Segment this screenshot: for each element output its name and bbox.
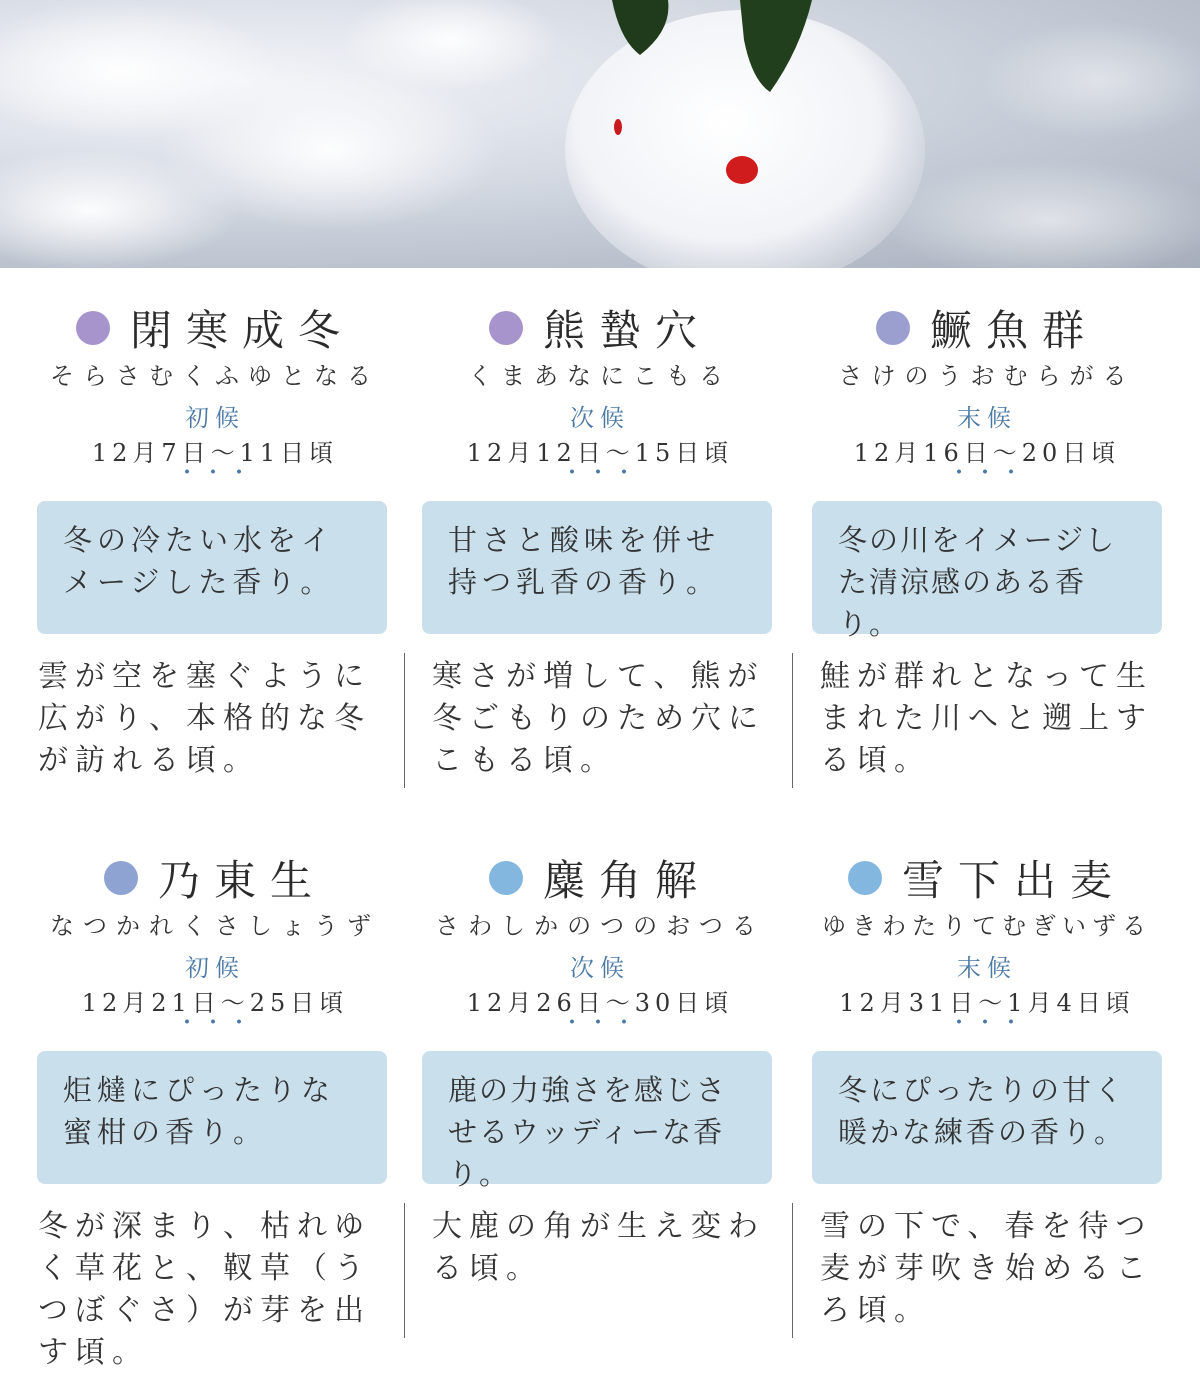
season-description: 鮭が群れとなって生まれた川へと遡上する頃。: [820, 659, 1153, 778]
column-divider: [404, 653, 405, 788]
date-range: 12月21日〜25日頃: [81, 989, 349, 1017]
circle-icon: [876, 311, 910, 345]
season-title: 雪下出麦: [901, 856, 1126, 905]
scent-text: 冬にぴったりの甘く暖かな練香の香り。: [838, 1073, 1127, 1149]
title-row: [792, 298, 1182, 358]
snow-rabbit-illustration: [0, 0, 1200, 268]
title-reading: ゆきわたりてむぎいずる: [822, 912, 1152, 940]
season-title: 閉寒成冬: [129, 306, 354, 355]
title-reading: そらさむくふゆとなる: [50, 362, 380, 390]
title-row: [20, 848, 410, 908]
dots-divider: ・・・: [175, 1011, 254, 1036]
scent-box: [422, 501, 772, 634]
scent-text: 甘さと酸味を併せ持つ乳香の香り。: [448, 523, 721, 599]
season-description: 大鹿の角が生え変わる頃。: [432, 1209, 765, 1286]
season-label: 末候: [957, 404, 1017, 432]
circle-icon: [489, 311, 523, 345]
column-divider: [792, 1203, 793, 1338]
season-description: 雪の下で、春を待つ麦が芽吹き始めるころ頃。: [820, 1209, 1153, 1328]
title-row: [20, 298, 410, 358]
season-title: 鱖魚群: [929, 306, 1098, 355]
scent-box: [37, 1051, 387, 1184]
scent-box: [422, 1051, 772, 1191]
title-reading: くまあなにこもる: [468, 362, 732, 390]
date-range: 12月31日〜1月4日頃: [839, 989, 1135, 1017]
column-divider: [792, 653, 793, 788]
season-title: 熊蟄穴: [542, 306, 711, 355]
season-label: 初候: [185, 404, 245, 432]
dots-divider: ・・・: [560, 1011, 639, 1036]
circle-icon: [76, 311, 110, 345]
circle-icon: [104, 861, 138, 895]
date-range: 12月26日〜30日頃: [466, 989, 734, 1017]
title-reading: なつかれくさしょうず: [50, 912, 380, 940]
scent-text: 炬燵にぴったりな蜜柑の香り。: [63, 1073, 336, 1149]
season-title: 乃東生: [157, 856, 326, 905]
season-description: 雲が空を塞ぐように広がり、本格的な冬が訪れる頃。: [38, 659, 371, 778]
dots-divider: ・・・: [947, 461, 1026, 486]
title-reading: さけのうおむらがる: [838, 362, 1136, 390]
season-label: 初候: [185, 954, 245, 982]
title-row: [405, 298, 795, 358]
scent-box: [812, 501, 1162, 641]
dots-divider: ・・・: [175, 461, 254, 486]
season-title: 麋角解: [542, 856, 711, 905]
season-description: 寒さが増して、熊が冬ごもりのため穴にこもる頃。: [432, 659, 765, 778]
date-range: 12月12日〜15日頃: [466, 439, 734, 467]
scent-text: 冬の冷たい水をイメージした香り。: [63, 523, 336, 599]
season-description: 冬が深まり、枯れゆく草花と、靫草（うつぼぐさ）が芽を出す頃。: [38, 1209, 371, 1370]
title-row: [792, 848, 1182, 908]
date-range: 12月7日〜11日頃: [91, 439, 339, 467]
scent-text: 鹿の力強さを感じさせるウッディーな香り。: [448, 1073, 728, 1191]
season-label: 次候: [570, 954, 630, 982]
circle-icon: [848, 861, 882, 895]
season-label: 末候: [957, 954, 1017, 982]
title-row: [405, 848, 795, 908]
season-label: 次候: [570, 404, 630, 432]
circle-icon: [489, 861, 523, 895]
dots-divider: ・・・: [947, 1011, 1026, 1036]
date-range: 12月16日〜20日頃: [853, 439, 1121, 467]
column-divider: [404, 1203, 405, 1338]
hero-image: [0, 0, 1200, 268]
scent-text: 冬の川をイメージした清涼感のある香り。: [838, 523, 1117, 641]
scent-box: [812, 1051, 1162, 1184]
seasons-grid: [0, 268, 1200, 1400]
scent-box: [37, 501, 387, 634]
title-reading: さわしかのつのおつる: [435, 912, 765, 940]
dots-divider: ・・・: [560, 461, 639, 486]
